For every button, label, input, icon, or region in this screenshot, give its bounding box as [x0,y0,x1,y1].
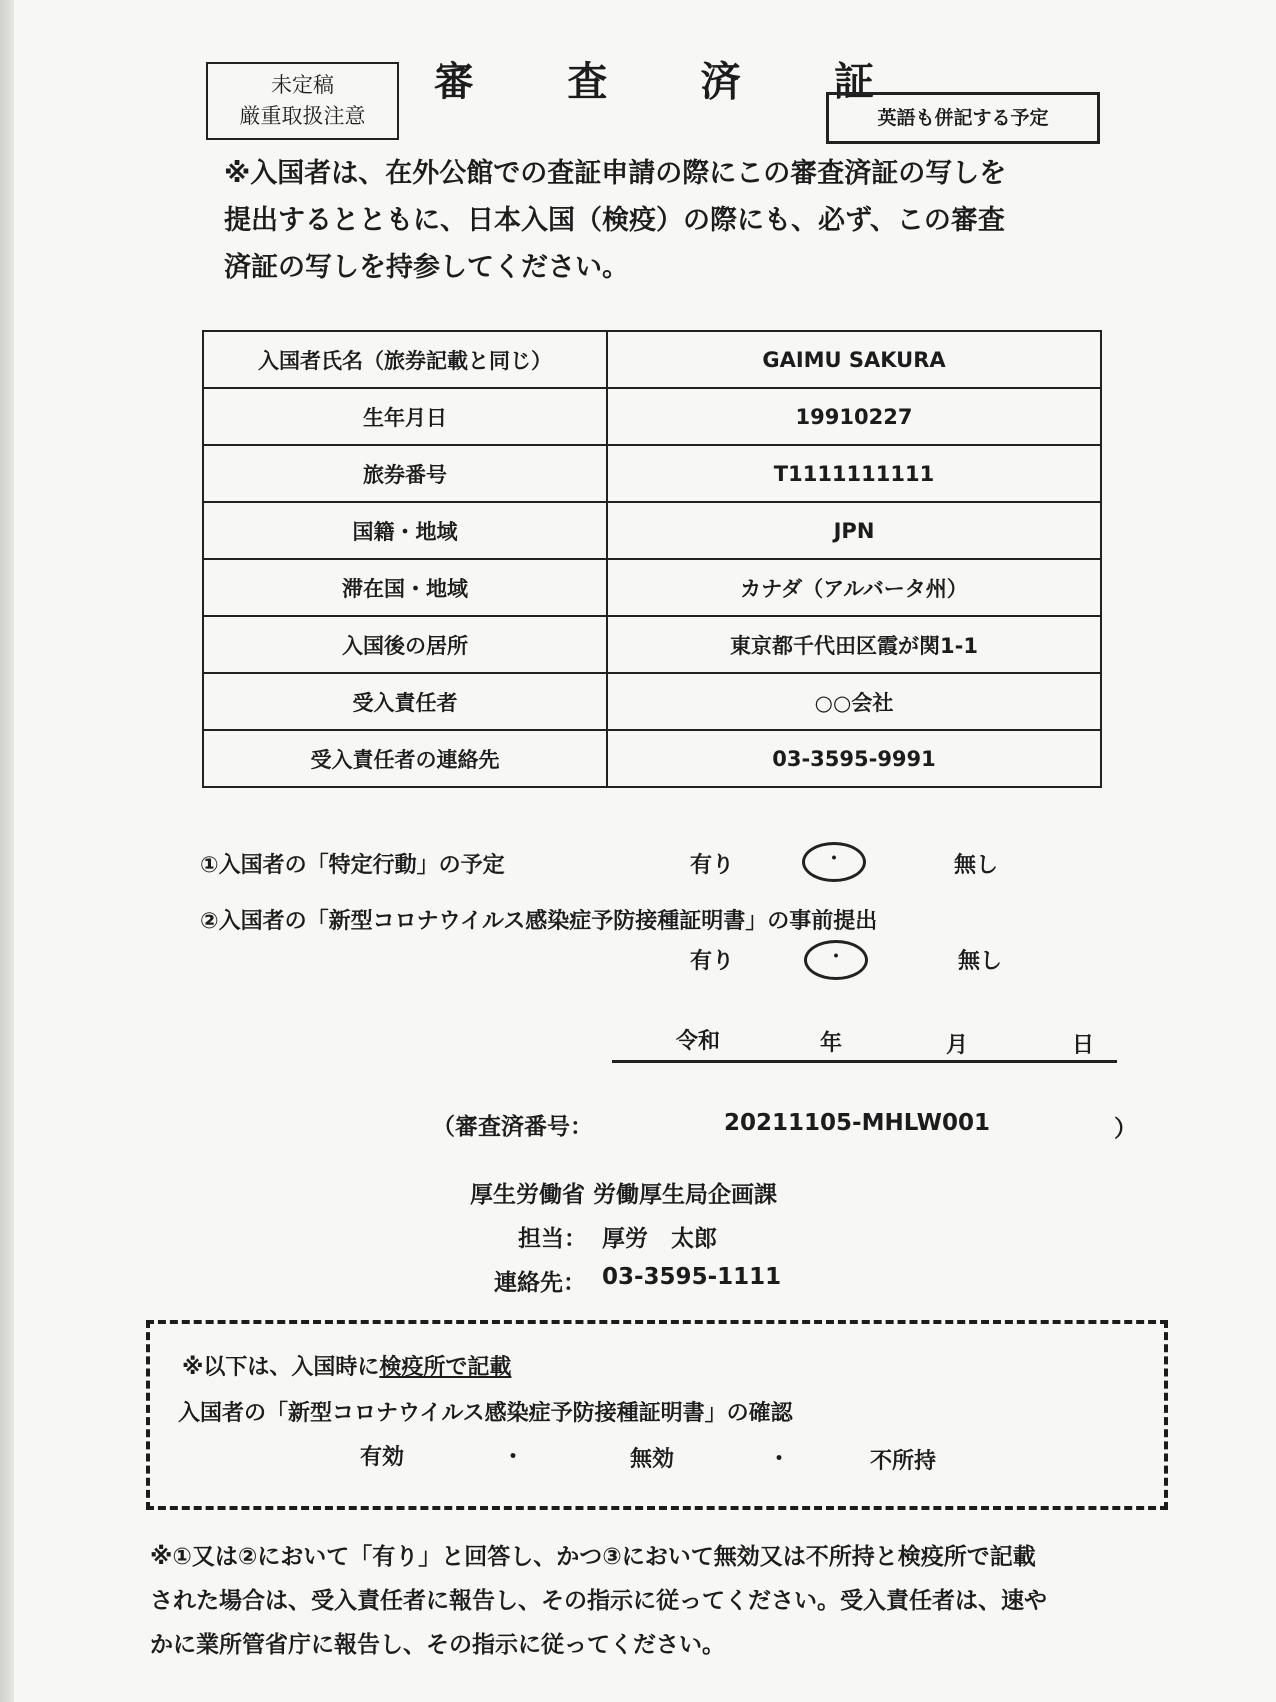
handle-with-care-label: 厳重取扱注意 [239,104,366,128]
contact-person-name: 厚労 太郎 [602,1226,717,1252]
certificate-confirmation-label: 入国者の「新型コロナウイルス感染症予防接種証明書」の確認 [178,1401,793,1426]
title-char: 審 [434,58,474,105]
footer-line: かに業所管省庁に報告し、その指示に従ってください。 [150,1632,725,1658]
draft-stamp-box [206,62,399,140]
table-row [203,730,1101,787]
option-separator: ・ [502,1445,525,1470]
field-label: 滞在国・地域 [203,559,607,616]
table-row [203,616,1101,673]
field-label: 旅券番号 [203,445,607,502]
selection-dot: ・ [824,945,847,970]
draft-label: 未定稿 [271,73,334,97]
field-label: 受入責任者 [203,673,607,730]
contact-person-label: 担当： [518,1226,587,1252]
review-number-value: 20211105-MHLW001 [724,1110,990,1136]
question-2-selection-circle[interactable] [804,940,868,980]
question-1-text: ①入国者の「特定行動」の予定 [200,853,505,878]
footer-line: ※①又は②において「有り」と回答し、かつ③において無効又は不所持と検疫所で記載 [150,1544,1036,1570]
quarantine-note-prefix: ※以下は、入国時に [182,1355,380,1380]
notice-line: 済証の写しを持参してください。 [224,252,629,283]
question-2-yes-option[interactable]: 有り [690,949,735,974]
table-row [203,559,1101,616]
issuer-organization: 厚生労働省 労働厚生局企画課 [470,1182,778,1208]
title-char: 済 [700,58,741,105]
table-row [203,331,1101,388]
page-title [434,48,874,108]
date-day: 日 [1072,1033,1095,1058]
entry-notice [224,150,1124,291]
date-year: 年 [820,1031,843,1056]
notice-line: ※入国者は、在外公館での査証申請の際にこの審査済証の写しを [224,158,1007,189]
question-2-text: ②入国者の「新型コロナウイルス感染症予防接種証明書」の事前提出 [200,909,878,934]
entrant-info-table [202,330,1102,788]
question-1-selection-circle[interactable] [802,842,866,882]
quarantine-note [182,1350,511,1381]
table-row [203,445,1101,502]
field-value: GAIMU SAKURA [607,331,1101,388]
option-separator: ・ [768,1447,791,1472]
quarantine-section [146,1320,1168,1510]
option-valid[interactable]: 有効 [360,1445,405,1470]
question-2-no-option[interactable]: 無し [958,949,1003,974]
field-value: カナダ（アルバータ州） [607,559,1101,616]
field-value: ○○会社 [607,673,1101,730]
title-char: 証 [833,58,874,105]
selection-dot: ・ [822,847,845,872]
field-label: 入国者氏名（旅券記載と同じ） [203,331,607,388]
field-value: 03-3595-9991 [607,730,1101,787]
field-label: 受入責任者の連絡先 [203,730,607,787]
phone-label: 連絡先： [494,1270,586,1296]
field-label: 国籍・地域 [203,502,607,559]
title-char: 査 [567,58,608,105]
issuer-phone: 03-3595-1111 [602,1264,782,1290]
field-value: 東京都千代田区霞が関1-1 [607,616,1101,673]
review-number-close: ） [1114,1116,1137,1142]
date-month: 月 [946,1033,969,1058]
date-underline [612,1060,1117,1063]
document-page [14,0,1276,1702]
table-row [203,673,1101,730]
question-1-no-option[interactable]: 無し [954,853,999,878]
field-label: 入国後の居所 [203,616,607,673]
field-value: JPN [607,502,1101,559]
footer-line: された場合は、受入責任者に報告し、その指示に従ってください。受入責任者は、速や [150,1588,1047,1614]
review-number-label: （審査済番号： [432,1114,593,1140]
notice-line: 提出するとともに、日本入国（検疫）の際にも、必ず、この審査 [224,205,1005,236]
field-value: 19910227 [607,388,1101,445]
desk-background [0,0,14,1702]
question-1-yes-option[interactable]: 有り [690,853,735,878]
footer-instructions [150,1535,1160,1667]
field-value: T1111111111 [607,445,1101,502]
table-row [203,502,1101,559]
option-invalid[interactable]: 無効 [630,1447,675,1472]
field-label: 生年月日 [203,388,607,445]
english-note-box: 英語も併記する予定 [826,92,1100,144]
option-not-possessed[interactable]: 不所持 [870,1449,937,1474]
date-era: 令和 [676,1029,721,1054]
table-row [203,388,1101,445]
quarantine-note-underlined: 検疫所で記載 [379,1355,512,1380]
